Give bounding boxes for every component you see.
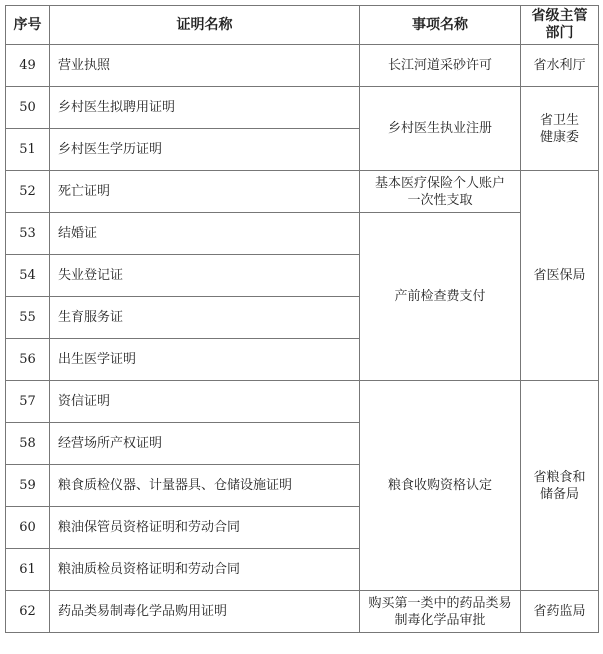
row-cert-name: 死亡证明 bbox=[50, 171, 360, 213]
row-index: 54 bbox=[6, 255, 50, 297]
row-matter-name bbox=[360, 171, 521, 213]
row-index: 58 bbox=[6, 423, 50, 465]
row-cert-name: 出生医学证明 bbox=[50, 339, 360, 381]
table-row bbox=[6, 45, 599, 87]
row-matter-line2: 制毒化学品审批 bbox=[394, 612, 486, 628]
row-index: 51 bbox=[6, 129, 50, 171]
row-dept bbox=[521, 381, 599, 591]
row-matter-line1: 基本医疗保险个人账户 bbox=[374, 175, 505, 191]
row-index: 50 bbox=[6, 87, 50, 129]
row-index: 56 bbox=[6, 339, 50, 381]
row-cert-name: 失业登记证 bbox=[50, 255, 360, 297]
row-dept: 省医保局 bbox=[521, 171, 599, 381]
row-dept-line1: 省粮食和 bbox=[533, 469, 586, 485]
row-cert-name: 粮油质检员资格证明和劳动合同 bbox=[50, 549, 360, 591]
header-cert-name: 证明名称 bbox=[50, 6, 360, 45]
row-cert-name: 乡村医生拟聘用证明 bbox=[50, 87, 360, 129]
row-index: 59 bbox=[6, 465, 50, 507]
table-header-row bbox=[6, 6, 599, 45]
header-index: 序号 bbox=[6, 6, 50, 45]
row-index: 53 bbox=[6, 213, 50, 255]
header-matter-name: 事项名称 bbox=[360, 6, 521, 45]
row-matter-name: 粮食收购资格认定 bbox=[360, 381, 521, 591]
table-row bbox=[6, 381, 599, 423]
row-index: 52 bbox=[6, 171, 50, 213]
row-cert-name: 资信证明 bbox=[50, 381, 360, 423]
table-row bbox=[6, 591, 599, 633]
row-cert-name: 生育服务证 bbox=[50, 297, 360, 339]
row-matter-name: 长江河道采砂许可 bbox=[360, 45, 521, 87]
header-dept bbox=[521, 6, 599, 45]
header-dept-line2: 部门 bbox=[545, 25, 574, 41]
row-dept: 省药监局 bbox=[521, 591, 599, 633]
row-index: 60 bbox=[6, 507, 50, 549]
row-index: 61 bbox=[6, 549, 50, 591]
row-index: 57 bbox=[6, 381, 50, 423]
row-index: 49 bbox=[6, 45, 50, 87]
row-matter-line1: 购买第一类中的药品类易 bbox=[368, 595, 512, 611]
row-matter-name: 产前检查费支付 bbox=[360, 213, 521, 381]
table-row bbox=[6, 171, 599, 213]
header-dept-line1: 省级主管 bbox=[531, 8, 588, 24]
row-dept-line1: 省卫生 bbox=[539, 112, 579, 128]
row-index: 62 bbox=[6, 591, 50, 633]
table-row bbox=[6, 87, 599, 129]
row-matter-name bbox=[360, 591, 521, 633]
row-matter-name: 乡村医生执业注册 bbox=[360, 87, 521, 171]
row-cert-name: 结婚证 bbox=[50, 213, 360, 255]
row-dept bbox=[521, 87, 599, 171]
row-cert-name: 经营场所产权证明 bbox=[50, 423, 360, 465]
certificate-table bbox=[5, 5, 599, 633]
row-matter-line2: 一次性支取 bbox=[407, 192, 473, 208]
row-cert-name: 粮油保管员资格证明和劳动合同 bbox=[50, 507, 360, 549]
row-cert-name: 粮食质检仪器、计量器具、仓储设施证明 bbox=[50, 465, 360, 507]
row-cert-name: 营业执照 bbox=[50, 45, 360, 87]
row-index: 55 bbox=[6, 297, 50, 339]
row-cert-name: 药品类易制毒化学品购用证明 bbox=[50, 591, 360, 633]
table-row bbox=[6, 213, 599, 255]
row-dept-line2: 储备局 bbox=[539, 486, 579, 502]
row-cert-name: 乡村医生学历证明 bbox=[50, 129, 360, 171]
row-dept: 省水利厅 bbox=[521, 45, 599, 87]
row-dept-line2: 健康委 bbox=[539, 129, 579, 145]
